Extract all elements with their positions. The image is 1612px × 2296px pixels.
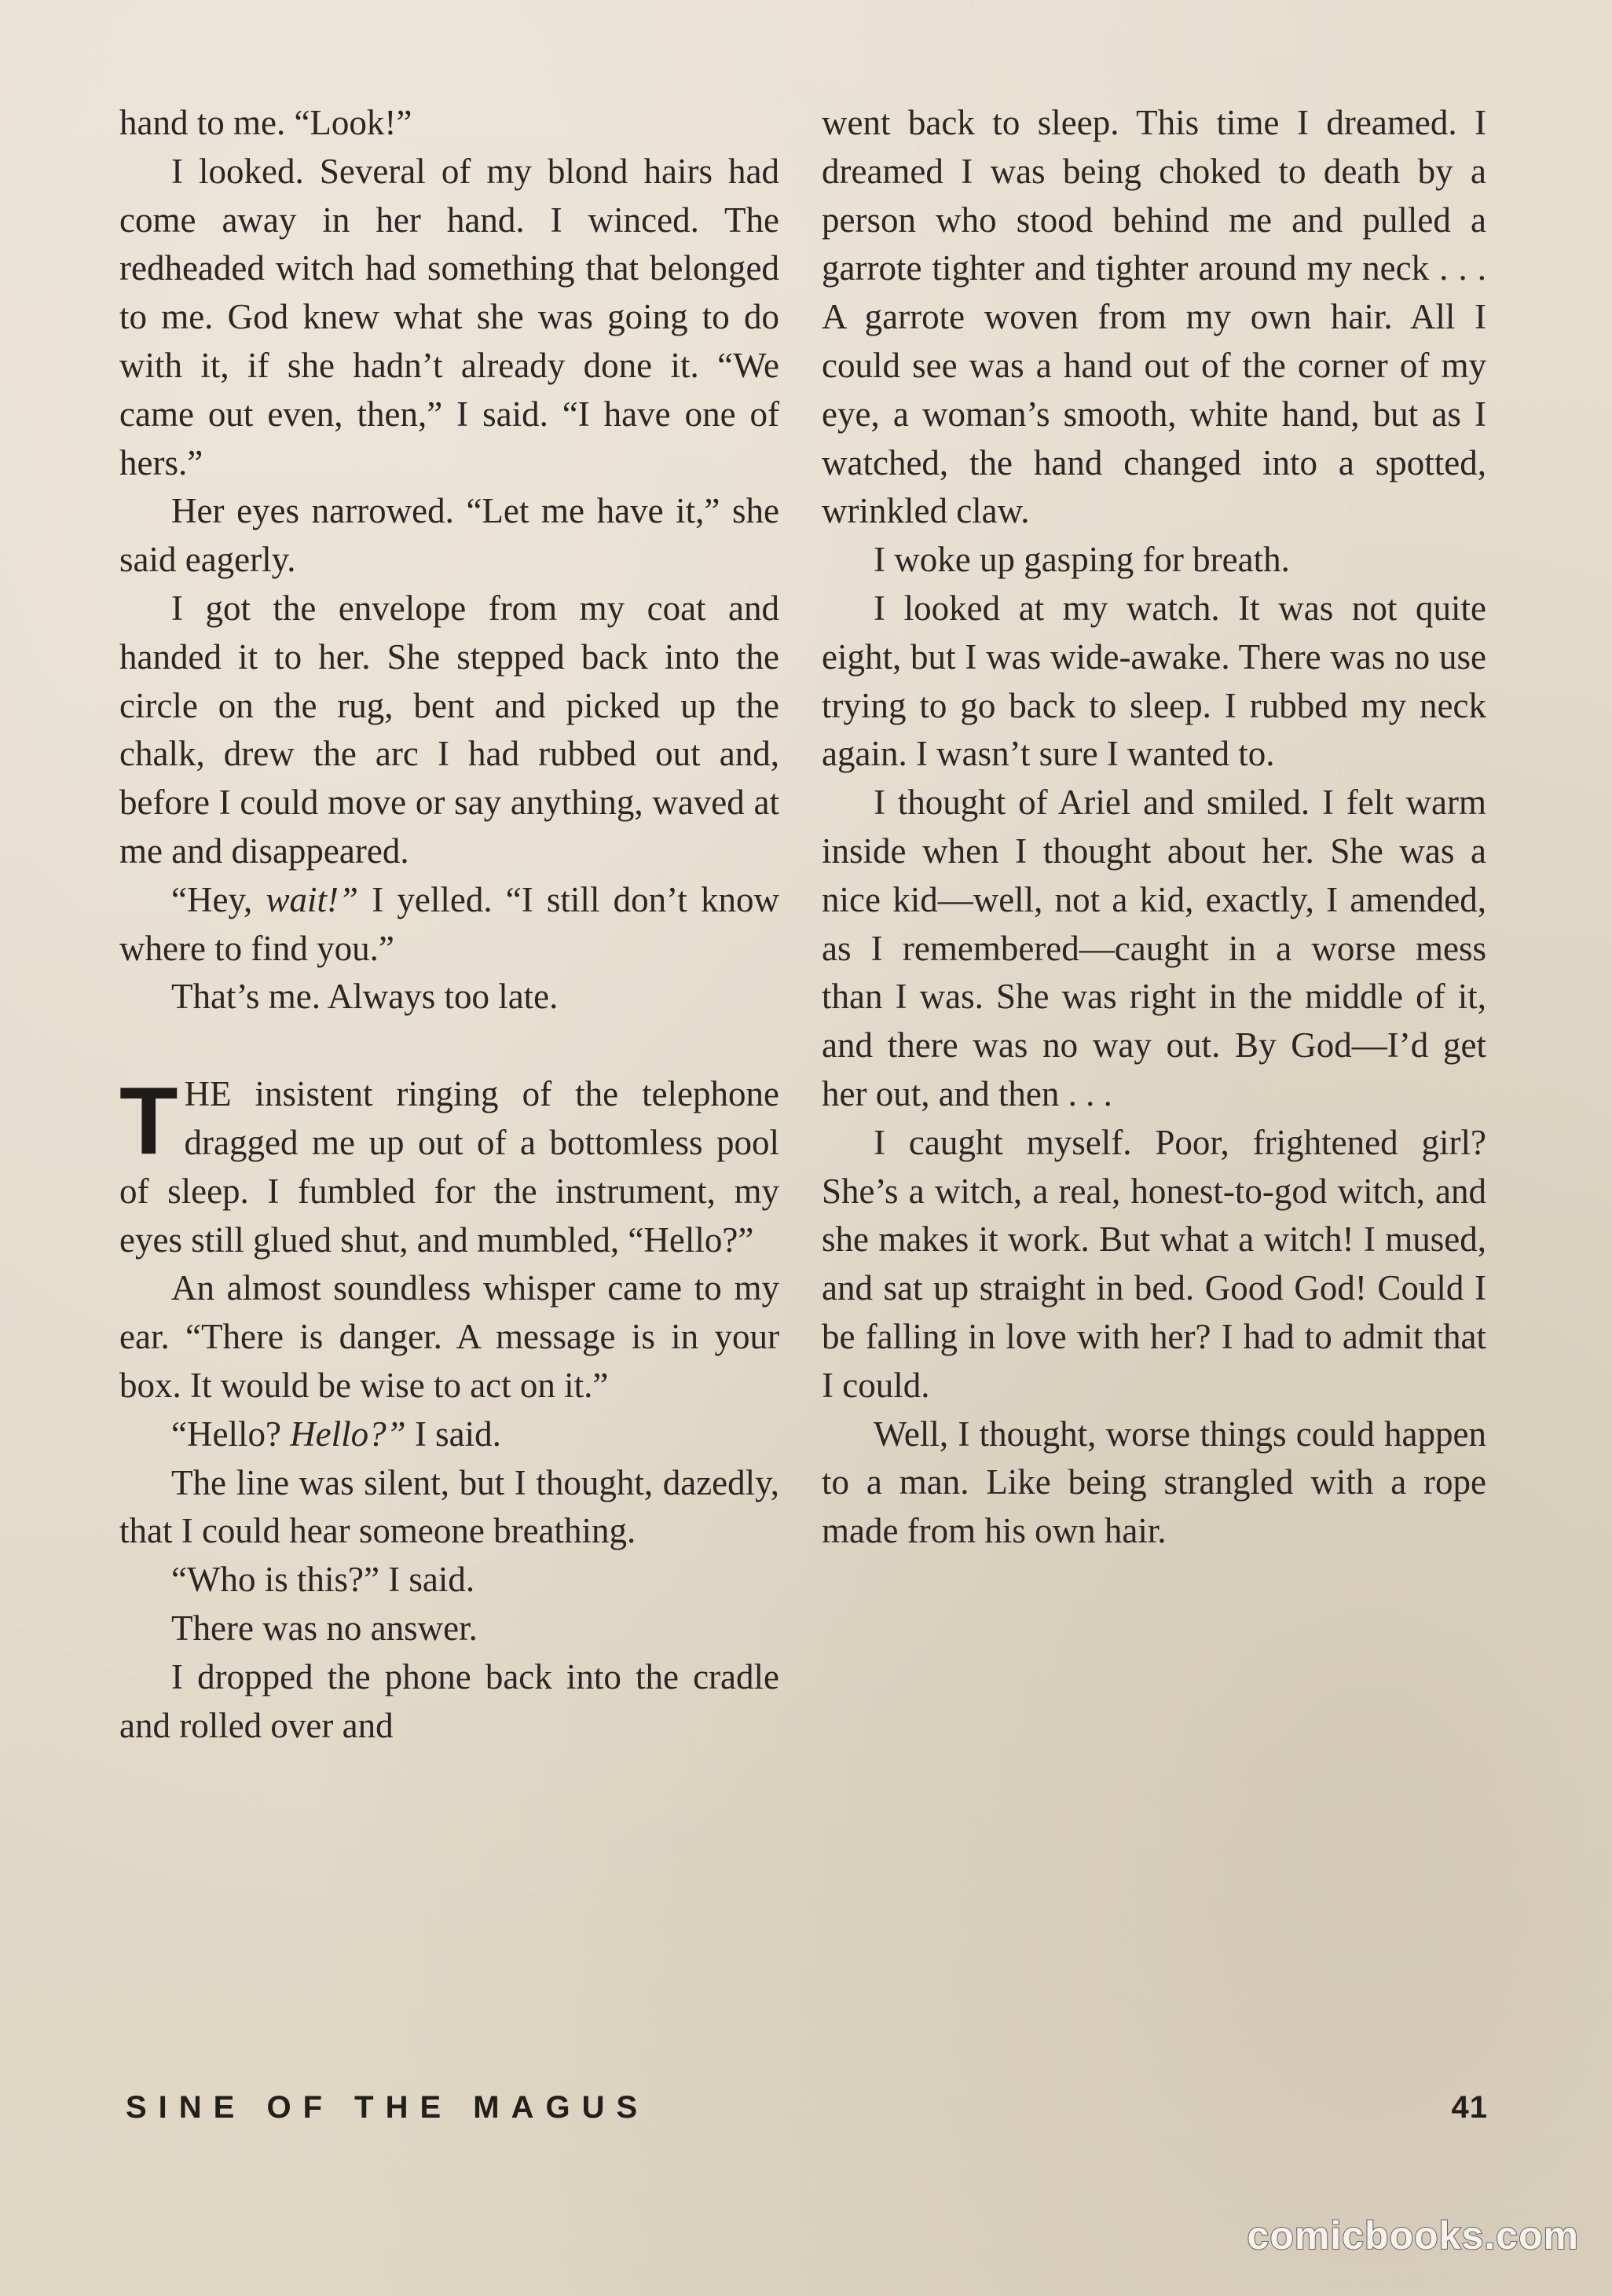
running-title: SINE OF THE MAGUS [126,2090,650,2125]
paragraph: “Who is this?” I said. [171,1560,475,1600]
text-span: HE insistent ringing of the telephone dragged me up out of a bottomless pool of sleep. I fumbled for the instrument, my eyes still glued shut, and mumbled, “Hello?” [119,1074,779,1260]
paragraph: Her eyes narrowed. “Let me have it,” she said eagerly. [119,491,779,580]
paragraph: went back to sleep. This time I dreamed. I dreamed I was being choked to death by a person who stood behind me and pulled a garrote tighter and tighter around my neck . . . A garrote woven from my own hair. All I could see was a hand out of the corner of my eye, a woman’s smooth, white hand, but as I watched, the hand changed into a spotted, wrinkled claw. [822,103,1486,531]
paragraph: I looked at my watch. It was not quite eight, but I was wide-awake. There was no use trying to go back to sleep. I rubbed my neck again. I wasn’t sure I wanted to. [822,588,1486,774]
page-number: 41 [1451,2090,1488,2125]
paragraph: That’s me. Always too late. [171,977,559,1017]
paragraph [119,1067,779,1264]
drop-cap: T [119,1067,178,1175]
left-column [119,99,779,1750]
paragraph: hand to me. “Look!” [119,103,412,142]
paragraph: I thought of Ariel and smiled. I felt warm inside when I thought about her. She was a nice kid—well, not a kid, exactly, I amended, as I remembered—caught in a worse mess than I was. She was right in the middle of it, and there was no way out. By God—I’d get her out, and then . . . [822,783,1486,1113]
paragraph: I dropped the phone back into the cradle and rolled over and [119,1656,779,1745]
section-break [119,1021,779,1070]
paragraph: The line was silent, but I thought, dazedly, that I could hear someone breathing. [119,1462,779,1551]
paragraph: I looked. Several of my blond hairs had come away in her hand. I winced. The redheaded witch had something that belonged to me. God knew what she was going to do with it, if she hadn’t already done it. “We came out even, then,” I said. “I have one of hers.” [119,151,779,482]
right-column [822,99,1486,1556]
paragraph: I got the envelope from my coat and handed it to her. She stepped back into the circle on the rug, bent and picked up the chalk, drew the arc I had rubbed out and, before I could move or say anything, waved at me and disappeared. [119,588,779,871]
paragraph: I woke up gasping for breath. [874,540,1290,580]
text-span: I said. [405,1414,501,1454]
text-span: “Hey, [171,879,266,919]
paragraph [119,876,779,974]
text-span: “Hello? [171,1414,291,1454]
paragraph: Well, I thought, worse things could happen to a man. Like being strangled with a rope made from his own hair. [822,1414,1486,1551]
watermark: comicbooks.com [1247,2213,1579,2257]
paragraph: An almost soundless whisper came to my ear. “There is danger. A message is in your box. It would be wise to act on it.” [119,1268,779,1405]
paragraph [119,1410,779,1459]
text-span: I yelled. “I still don’t know where to find you.” [119,879,779,968]
paragraph: There was no answer. [171,1608,478,1648]
italic-text: Hello?” [290,1414,406,1454]
italic-text: wait!” [266,879,359,919]
paragraph: I caught myself. Poor, frightened girl? She’s a witch, a real, honest-to-god witch, and she makes it work. But what a witch! I mused, and sat up straight in bed. Good God! Could I be falling in love with her? I had to admit that I could. [822,1122,1486,1405]
